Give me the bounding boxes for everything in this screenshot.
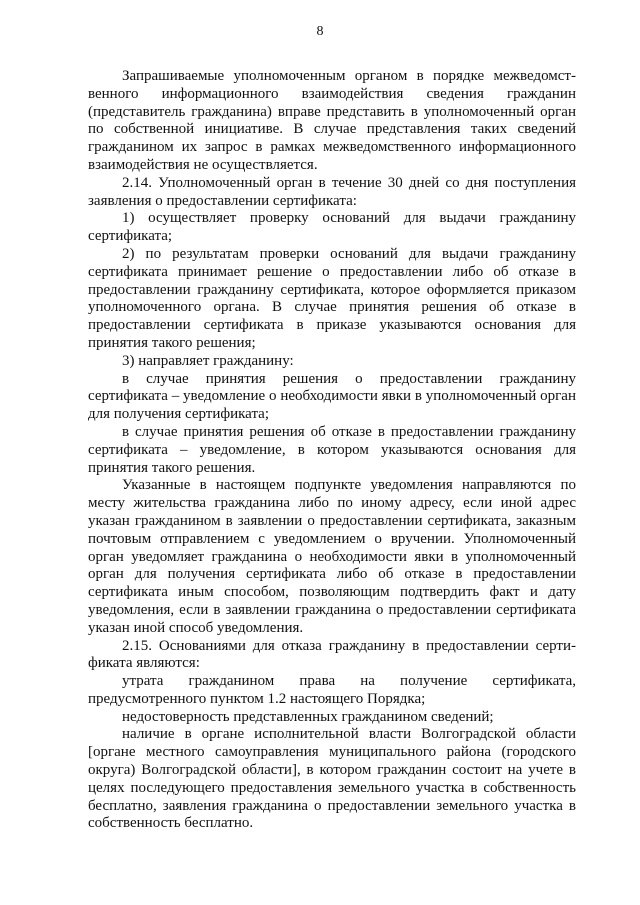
- paragraph-refusal-ground-3: наличие в органе исполнительной власти Волгоградской области [органе местного самоуправления муниципального района (городского округа) Волгоградской области], в котором гражданин состоит на учете в целях последующего предоставления земельного участка в собственность бесплатно, заявления гражданина о предоставлении земельного участка в собственность бесплатно.: [88, 726, 576, 832]
- paragraph-refusal-ground-2: недостоверность представленных гражданином сведений;: [122, 708, 494, 725]
- paragraph-2-14-item-3: 3) направляет гражданину:: [122, 352, 294, 369]
- paragraph-notice-delivery: Указанные в настоящем подпункте уведомления направляются по месту жительства гражданина либо по иному адресу, если иной адрес указан гражданином в заявлении о предоставлении сертификата, заказным почтовым отправлением с уведомлением о вручении. Уполномоченный орган уведомляет гражданина о необходимости явки в уполномоченный орган для получения сертификата либо об отказе в предоставлении сертификата иным способом, позволяющим подтвердить факт и дату уведомления, если в заявлении гражданина о предоставлении сертификата указан иной способ уведомления.: [88, 477, 576, 636]
- paragraph-2-14-item-2: 2) по результатам проверки оснований для выдачи гражданину сертификата принимает решение о предоставлении либо об отказе в предоставлении гражданину сертификата, которое оформляется приказом уполномоченного органа. В случае принятия решения об отказе в предоставлении сертификата в приказе указываются основания для принятия такого решения;: [88, 245, 576, 351]
- paragraph-2-14: 2.14. Уполномоченный орган в течение 30 дней со дня поступления заявления о предоставлении сертификата:: [88, 174, 576, 209]
- paragraph-interagency-request: Запрашиваемые уполномоченным органом в порядке межведомст-венного информационного взаимодействия сведения гражданин (представитель гражданина) вправе представить в уполномоченный орган по собственной инициативе. В случае представления таких сведений гражданином их запрос в рамках межведомственного информационного взаимодействия не осуществляется.: [88, 68, 576, 173]
- document-body: [88, 68, 576, 833]
- paragraph-2-14-item-1: 1) осуществляет проверку оснований для выдачи гражданину сертификата;: [88, 210, 576, 245]
- paragraph-2-15: 2.15. Основаниями для отказа гражданину в предоставлении серти-фиката являются:: [88, 637, 576, 672]
- page-number: 8: [316, 24, 324, 39]
- paragraph-notice-approval: в случае принятия решения о предоставлении гражданину сертификата – уведомление о необходимости явки в уполномоченный орган для получения сертификата;: [88, 370, 576, 423]
- paragraph-notice-refusal: в случае принятия решения об отказе в предоставлении гражданину сертификата – уведомление, в котором указываются основания для принятия такого решения.: [88, 423, 576, 476]
- paragraph-refusal-ground-1: утрата гражданином права на получение сертификата, предусмотренного пунктом 1.2 настоящего Порядка;: [88, 673, 576, 707]
